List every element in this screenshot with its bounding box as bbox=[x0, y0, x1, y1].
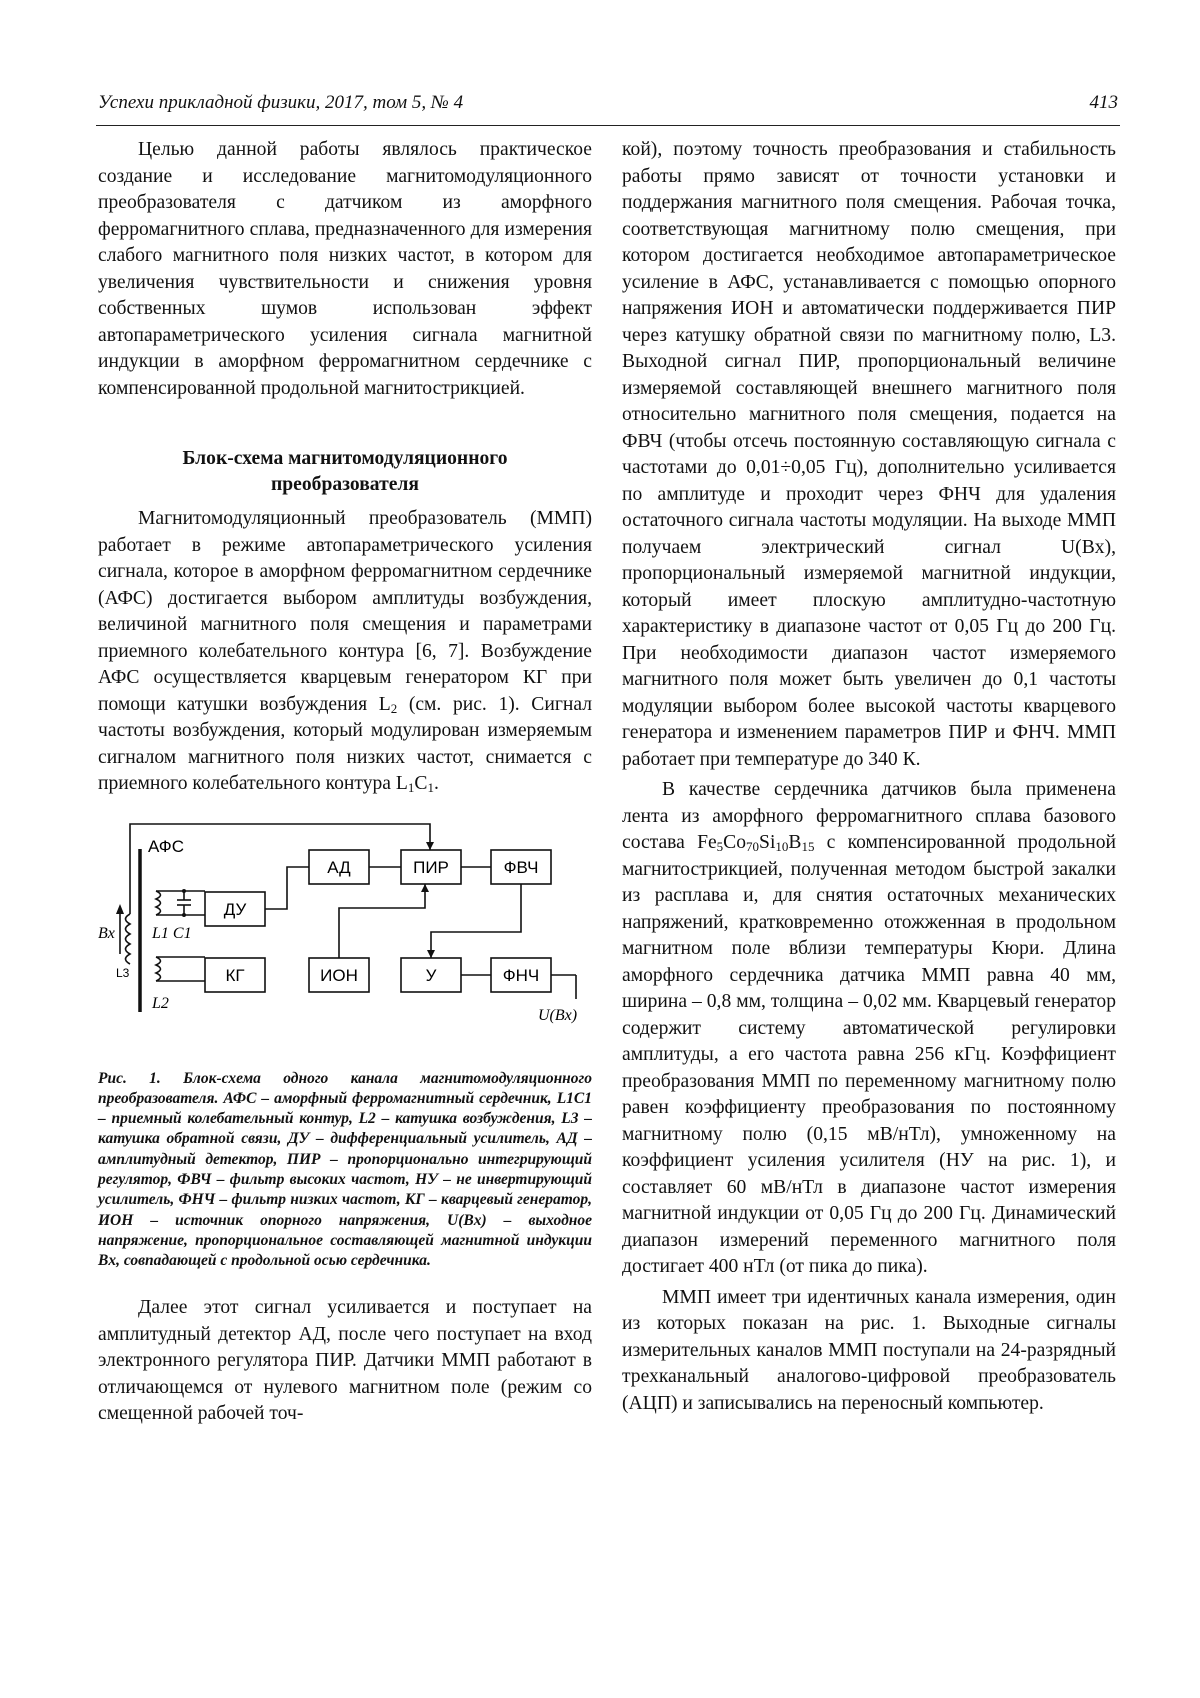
left-column bbox=[98, 137, 592, 1428]
junction-dot bbox=[182, 889, 186, 893]
arrowhead-ion-pir bbox=[421, 884, 429, 892]
section-title-line1: Блок-схема магнитомодуляционного bbox=[182, 448, 508, 469]
label-fvch: ФВЧ bbox=[503, 857, 539, 877]
label-ion: ИОН bbox=[320, 965, 358, 985]
right-column bbox=[622, 137, 1116, 1417]
subscript: 70 bbox=[746, 839, 760, 854]
wire-du-ad bbox=[265, 867, 309, 909]
arrowhead-feedback bbox=[426, 842, 434, 850]
section-title-line2: преобразователя bbox=[270, 474, 420, 495]
right-paragraph-2 bbox=[622, 777, 1116, 1281]
text-run: Si bbox=[759, 832, 776, 853]
bx-arrowhead bbox=[116, 904, 124, 914]
right-paragraph-1: кой), поэтому точность преобразования и стабильность работы прямо зависят от точности установки и поддержания магнитного поля смещения. Рабочая точка, соответствующая магнитному полю смещения, при котором достигается необходимое автопараметрическое усиление в АФС, устанавливается с помощью опорного напряжения ИОН и автоматически поддерживается ПИР через катушку обратной связи по магнитному полю, L3. Выходной сигнал ПИР, пропорциональный величине измеряемой составляющей внешнего магнитного поля относительно магнитного поля смещения, подается на ФВЧ (чтобы отсечь постоянную составляющую сигнала с частотами до 0,01÷0,05 Гц), дополнительно усиливается по амплитуде и проходит через ФНЧ для удаления остаточного сигнала частоты модуляции. На выходе ММП получаем электрический сигнал U(Bx), пропорциональный измеряемой магнитной индукции, который имеет плоскую амплитудно-частотную характеристику в диапазоне частот от 0,05 Гц до 200 Гц. При необходимости диапазон частот измеряемого магнитного поля может быть увеличен до 0,1 частоты модуляции выбором более высокой частоты кварцевого генератора и изменением параметров ПИР и ФНЧ. ММП работает при температуре до 340 К. bbox=[622, 139, 1116, 770]
right-paragraph-3: ММП имеет три идентичных канала измерения, один из которых показан на рис. 1. Выходные сигналы измерительных каналов ММП поступали на 24-разрядный трехканальный аналогово-цифровой преобразователь (АЦП) и записывались на переносный компьютер. bbox=[622, 1286, 1116, 1414]
journal-title: Успехи прикладной физики, 2017, том 5, № 4 bbox=[98, 92, 464, 113]
arrowhead-fvch-u bbox=[427, 950, 435, 958]
label-output: U(Bx) bbox=[538, 1006, 578, 1024]
subscript: 1 bbox=[427, 780, 434, 795]
block-diagram-svg bbox=[98, 814, 592, 1069]
wire-fvch-u bbox=[431, 884, 521, 958]
junction-dot bbox=[182, 913, 186, 917]
label-afs: АФС bbox=[148, 836, 184, 856]
subscript: 1 bbox=[407, 780, 415, 795]
text-run: (см. рис. 1). Сигнал частоты возбуждения, который модулирован измеряемым сигналом магнитного поля низких частот, снимается с приемного колебательного контура L bbox=[98, 693, 592, 794]
text-run: Магнитомодуляционный преобразователь (ММП) работает в режиме автопараметрического усиления сигнала, которое в аморфном ферромагнитном сердечнике (АФС) достигается выбором амплитуды возбуждения, величиной магнитного поля смещения и параметрами приемного колебательного контура [6, 7]. Возбуждение АФС осуществляется кварцевым генератором КГ при помощи катушки возбуждения L bbox=[98, 508, 592, 715]
header-rule bbox=[96, 125, 1120, 126]
label-u: У bbox=[425, 965, 437, 985]
label-l2: L2 bbox=[152, 994, 169, 1012]
continuation-paragraph: Далее этот сигнал усиливается и поступает на амплитудный детектор АД, после чего поступает на вход электронного регулятора ПИР. Датчики ММП работают в отличающемся от нулевого магнитном поле (режим со смещенной рабочей точ- bbox=[98, 1297, 592, 1425]
label-pir: ПИР bbox=[413, 857, 449, 877]
label-fnch: ФНЧ bbox=[502, 965, 540, 985]
text-run: B bbox=[788, 832, 802, 853]
figure-caption: Рис. 1. Блок-схема одного канала магнитомодуляционного преобразователя. АФС – аморфный ферромагнитный сердечник, L1C1 – приемный колебательный контур, L2 – катушка возбуждения, L3 – катушка обратной связи, ДУ – дифференциальный усилитель, АД – амплитудный детектор, ПИР – пропорционально интегрирующий регулятор, ФВЧ – фильтр высоких частот, НУ – не инвертирующий усилитель, ФНЧ – фильтр низких частот, КГ – кварцевый генератор, ИОН – источник опорного напряжения, U(Bx) – выходное напряжение, пропорциональное составляющей магнитной индукции Bx, совпадающей с продольной осью сердечника. bbox=[98, 1069, 592, 1270]
subscript: 5 bbox=[716, 839, 724, 854]
subscript: 10 bbox=[775, 839, 789, 854]
wire-ion-pir bbox=[339, 884, 425, 958]
coil-l3 bbox=[126, 914, 131, 964]
text-run: C bbox=[414, 773, 428, 794]
text-run: . bbox=[433, 773, 439, 794]
section-title bbox=[98, 446, 592, 498]
block-diagram-paragraph bbox=[98, 506, 592, 798]
label-ad: АД bbox=[327, 857, 351, 877]
label-du: ДУ bbox=[223, 899, 247, 919]
subscript: 15 bbox=[801, 839, 815, 854]
intro-paragraph: Целью данной работы являлось практическое создание и исследование магнитомодуляционного преобразователя с датчиком из аморфного ферромагнитного сплава, предназначенного для измерения слабого магнитного поля низких частот, в котором для увеличения чувствительности и снижения уровня собственных шумов использован эффект автопараметрического усиления сигнала магнитной индукции в аморфном ферромагнитном сердечнике с компенсированной продольной магнитострикцией. bbox=[98, 139, 592, 399]
text-run: Co bbox=[723, 832, 747, 853]
coil-l1 bbox=[156, 891, 161, 915]
running-header bbox=[98, 92, 1118, 122]
label-kg: КГ bbox=[225, 965, 245, 985]
figure-1-block-diagram bbox=[98, 814, 592, 1069]
coil-l2 bbox=[156, 957, 161, 981]
subscript: 2 bbox=[390, 700, 398, 716]
page-number: 413 bbox=[1089, 92, 1118, 113]
text-run: В качестве сердечника датчиков была применена лента из аморфного ферромагнитного сплава базового состава Fe bbox=[622, 779, 1116, 853]
label-l1c1: L1 C1 bbox=[152, 924, 192, 942]
label-l3: L3 bbox=[116, 965, 130, 980]
text-run: с компенсированной продольной магнитострикцией, полученная методом быстрой закалки из расплава и, для снятия остаточных механических напряжений, кратковременно отожженная в продольном магнитном поле вблизи температуры Кюри. Длина аморфного сердечника датчика ММП равна 40 мм, ширина – 0,8 мм, толщина – 0,02 мм. Кварцевый генератор содержит систему автоматической регулировки амплитуды, а его частота равна 256 кГц. Коэффициент преобразования ММП по переменному магнитному полю равен коэффициенту преобразования по постоянному магнитному полю (0,15 мВ/нТл), умноженному на коэффициент усиления усилителя (НУ на рис. 1), и составляет 60 мВ/нТл в диапазоне частот измерения магнитной индукции от 0,05 Гц до 200 Гц. Динамический диапазон измерений переменного магнитного поля достигает 400 нТл (от пика до пика). bbox=[622, 832, 1117, 1277]
label-bx: Bx bbox=[98, 924, 115, 942]
